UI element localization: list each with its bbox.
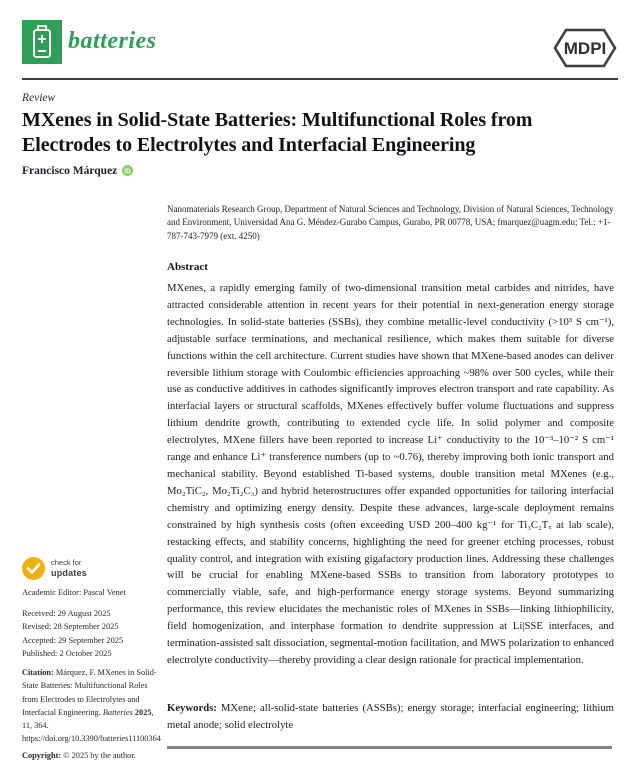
mdpi-wordmark: MDPI <box>563 39 607 58</box>
published-date: Published: 2 October 2025 <box>22 649 112 659</box>
check-updates-line1: check for <box>51 558 82 568</box>
author-row <box>22 165 133 179</box>
check-for-updates-badge[interactable] <box>22 557 87 580</box>
article-history <box>22 607 158 661</box>
citation-body: Márquez, F. MXenes in Solid-State Batteries: Multifunctional Roles from Electrodes to Electrolytes and Interfacial Engineering. <box>22 668 157 717</box>
keywords-divider <box>167 746 612 749</box>
received-date: Received: 29 August 2025 <box>22 609 111 618</box>
crossmark-check-icon <box>22 557 45 580</box>
abstract-text: MXenes, a rapidly emerging family of two-dimensional transition metal carbides and nitrides, have attracted considerable attention in recent years for their potential in next-generation energy storage technologies. In solid-state batteries (SSBs), they combine metallic-level conductivity (>10³ S cm⁻¹), adjustable surface terminations, and mechanical resilience, which makes them suitable for diverse functions within the cell architecture. Current studies have shown that MXene-based anodes can deliver reversible lithium storage with Coulombic efficiencies approaching ~98% over 500 cycles, while their use as conductive additives in cathodes significantly improves electron transport and rate capability. As interfacial layers or structural scaffolds, MXenes effectively buffer volume fluctuations and suppress lithium dendrite growth, contributing to extended cycle life. In solid polymer and composite electrolytes, MXene fillers have been reported to increase Li⁺ conductivity to the 10⁻³–10⁻² S cm⁻¹ range and enhance Li⁺ transference numbers (up to ~0.76), thereby improving both ionic transport and mechanical stability. Beyond established Ti-based systems, double transition metal MXenes (e.g., Mo₂TiC₂, Mo₂Ti₂C₃) and hybrid heterostructures offer expanded opportunities for tailoring interfacial chemistry and optimizing energy density. Despite these advances, large-scale deployment remains constrained by high synthesis costs (often exceeding USD 200–400 kg⁻¹ for Ti₃C₂Tₓ at lab scale), restacking effects, and stability concerns, highlighting the need for greener etching processes, robust quality control, and integration with existing gigafactory production lines. Addressing these challenges will be crucial for enabling MXene-based SSBs to transition from laboratory prototypes to commercially viable, safe, and high-performance energy storage systems. Beyond summarizing performance, this review elucidates the mechanistic roles of MXenes in SSBs—linking lithiophilicity, field homogenization, and interphase formation to dendrite suppression at Li|SSE interfaces, and termination-assisted salt dissociation, segmental-motion facilitation, and MWS polarization to enhanced electrolyte conductivity—thereby providing a clear design rationale for practical implementation. <box>167 282 614 666</box>
citation-doi-link[interactable]: https://doi.org/10.3390/batteries11100364 <box>22 734 161 744</box>
orcid-icon[interactable] <box>122 165 133 179</box>
keywords-label: Keywords: <box>167 702 217 714</box>
citation-journal: Batteries <box>102 707 133 717</box>
page-title: MXenes in Solid-State Batteries: Multifunctional Roles from Electrodes to Electrolytes and Interfacial Engineering <box>22 109 533 156</box>
academic-editor-line: Academic Editor: Pascal Venet <box>22 588 126 597</box>
citation-year: 2025 <box>134 707 152 717</box>
batteries-journal-logo-icon <box>22 20 62 64</box>
check-updates-text <box>51 559 87 578</box>
author-affiliation: Nanomaterials Research Group, Department of Natural Sciences and Technology, Division of Natural Sciences, Technology and Environment, Universidad Ana G. Méndez-Gurabo Campus, Gurabo, PR 00778, USA; fmarquez@uagm.edu; Tel.: +1-787-743-7979 (ext. 4250) <box>167 204 614 241</box>
copyright-line <box>22 749 159 762</box>
copyright-text: © 2025 by the author. <box>63 751 136 760</box>
journal-name: batteries <box>68 28 157 54</box>
keywords-text: MXene; all-solid-state batteries (ASSBs); energy storage; interfacial engineering; lithium metal anode; solid electrolyte <box>167 702 614 731</box>
revised-date: Revised: 28 September 2025 <box>22 622 119 632</box>
mdpi-logo <box>552 27 618 69</box>
citation-volume-pages: , 11, 364. <box>22 707 154 731</box>
article-type-label: Review <box>22 92 56 104</box>
keywords-line <box>167 700 614 734</box>
check-updates-line2: updates <box>51 567 87 578</box>
accepted-date: Accepted: 29 September 2025 <box>22 635 124 645</box>
copyright-label: Copyright: <box>22 751 62 760</box>
author-name: Francisco Márquez <box>22 165 118 177</box>
svg-text:iD: iD <box>124 168 131 175</box>
citation-block <box>22 666 159 746</box>
abstract-heading: Abstract <box>167 261 208 273</box>
citation-label: Citation: <box>22 668 54 677</box>
header-divider <box>22 78 618 80</box>
